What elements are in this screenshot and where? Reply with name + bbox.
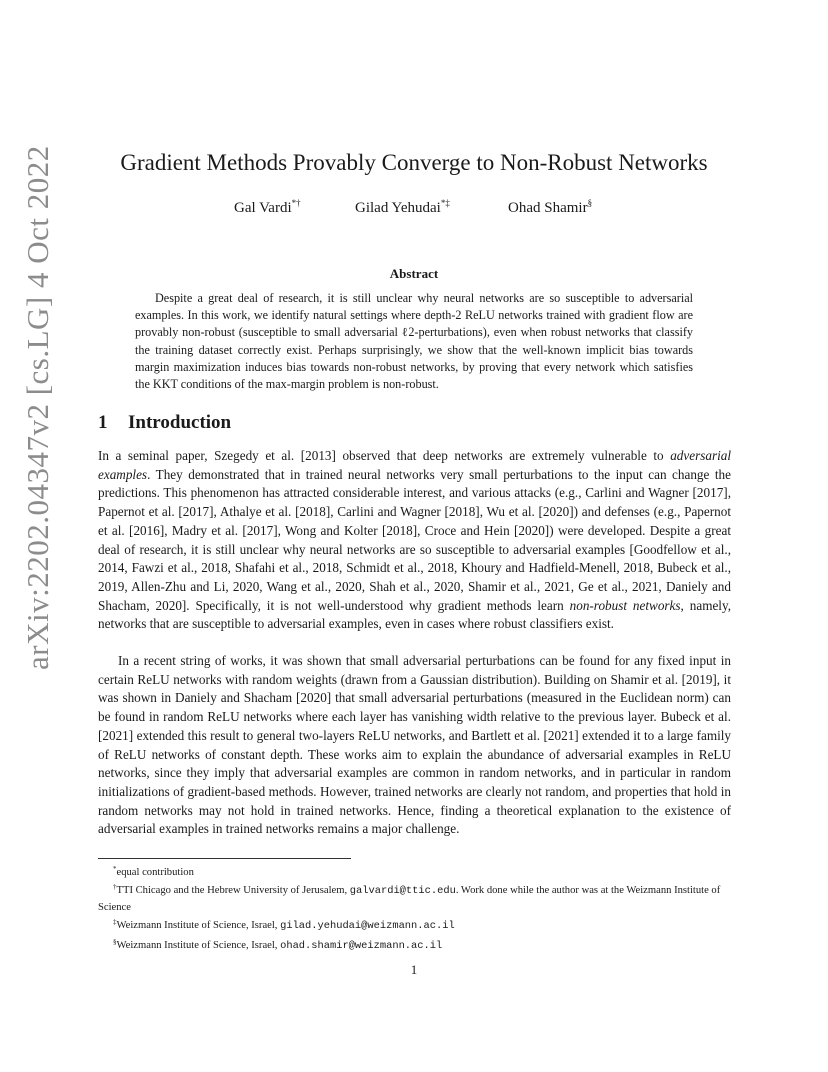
intro-paragraph-2: In a recent string of works, it was shown that small adversarial perturbations can be found for any fixed input in certain ReLU networks with random weights (drawn from a Gaussian distribution). Building on Shamir et al. [2019], it was shown in Daniely and Shacham [2020] that small adversarial perturbations (measured in the Euclidean norm) can be found in random ReLU networks where each layer has vanishing width relative to the previous layer. Bubeck et al. [2021] extended this result to general two-layers ReLU networks, and Bartlett et al. [2021] extended it to a large family of ReLU networks of constant depth. These works aim to explain the abundance of adversarial examples in ReLU networks, since they imply that adversarial examples are common in random networks, and in particular in random initializations of gradient-based methods. However, trained networks are clearly not random, and properties that hold in random networks may not hold in trained networks. Hence, finding a theoretical explanation to the existence of adversarial examples in trained networks remains a major challenge.	[98, 653, 731, 837]
footnote-divider	[98, 858, 351, 859]
arxiv-identifier-text: arXiv:2202.04347v2 [cs.LG] 4 Oct 2022	[20, 145, 55, 670]
author-3	[508, 198, 592, 217]
footnote-2-email[interactable]: galvardi@ttic.edu	[349, 885, 456, 898]
footnote-4-text: Weizmann Institute of Science, Israel,	[116, 939, 281, 951]
intro-p1-part1: In a seminal paper, Szegedy et al. [2013] observed that deep networks are extremely vulnerable to	[98, 448, 671, 463]
abstract-heading: Abstract	[389, 266, 439, 281]
author-1	[234, 198, 301, 217]
author-1-marks: *†	[291, 198, 301, 208]
footnote-2	[98, 880, 731, 915]
author-2	[355, 198, 450, 217]
footnote-1	[98, 862, 731, 880]
footnote-3-email[interactable]: gilad.yehudai@weizmann.ac.il	[280, 920, 455, 933]
footnotes	[98, 862, 731, 954]
footnote-2-text: TTI Chicago and the Hebrew University of Jerusalem,	[116, 885, 350, 897]
author-list	[0, 198, 828, 220]
section-title: Introduction	[128, 412, 232, 433]
author-1-name: Gal Vardi	[234, 200, 292, 216]
footnote-4-email[interactable]: ohad.shamir@weizmann.ac.il	[280, 939, 443, 952]
paper-title: Gradient Methods Provably Converge to Non-Robust Networks	[120, 150, 708, 175]
author-2-marks: *‡	[440, 198, 450, 208]
footnote-2-mark: †	[113, 883, 117, 892]
arxiv-side-identifier	[20, 145, 64, 670]
intro-p1-part2: . They demonstrated that in trained neural networks very small perturbations to the input can change the predictions. This phenomenon has attracted considerable interest, and various attacks (e.g., Carlini and Wagner [2017], Papernot et al. [2017], Athalye et al. [2018], Carlini and Wagner [2018], Wu et al. [2020]) and defenses (e.g., Papernot et al. [2016], Madry et al. [2017], Wong and Kolter [2018], Croce and Hein [2020]) were developed. Despite a great deal of research, it is still unclear why neural networks are so susceptible to adversarial examples [Goodfellow et al., 2014, Fawzi et al., 2018, Shafahi et al., 2018, Schmidt et al., 2018, Khoury and Hadfield-Menell, 2018, Bubeck et al., 2019, Allen-Zhu and Li, 2020, Wang et al., 2020, Shah et al., 2020, Shamir et al., 2021, Ge et al., 2021, Daniely and Shacham, 2020]. Specifically, it is not well-understood why gradient methods learn	[98, 466, 731, 613]
footnote-1-text: equal contribution	[116, 867, 194, 878]
author-3-name: Ohad Shamir	[508, 200, 588, 216]
section-heading	[98, 412, 231, 434]
footnote-1-mark: *	[113, 865, 117, 873]
footnote-4	[98, 935, 731, 954]
intro-p1-emphasis-2: non-robust networks	[569, 597, 681, 613]
author-2-name: Gilad Yehudai	[355, 200, 441, 216]
intro-p1-part3: , namely, networks that are susceptible to adversarial examples, even in cases where robust classifiers exist.	[98, 597, 731, 632]
footnote-3	[98, 915, 731, 934]
footnote-4-mark: §	[113, 937, 117, 946]
author-3-marks: §	[587, 198, 593, 208]
page-number: 1	[410, 962, 418, 977]
footnote-3-text: Weizmann Institute of Science, Israel,	[116, 920, 281, 932]
intro-paragraph-1	[98, 447, 731, 634]
intro-p1-emphasis-1: adversarial examples	[98, 448, 731, 482]
abstract-text: Despite a great deal of research, it is still unclear why neural networks are so susceptible to adversarial examples. In this work, we identify natural settings where depth-2 ReLU networks trained with gradient flow are provably non-robust (susceptible to small adversarial ℓ2-perturbations), even when robust networks that classify the training dataset correctly exist. Perhaps surprisingly, we show that the well-known implicit bias towards margin maximization induces bias towards non-robust networks, by proving that every network which satisfies the KKT conditions of the max-margin problem is non-robust.	[135, 291, 693, 392]
section-number: 1	[98, 412, 108, 433]
footnote-2-suffix: . Work done while the author was at the Weizmann Institute of Science	[98, 885, 721, 913]
footnote-3-mark: ‡	[113, 918, 117, 927]
